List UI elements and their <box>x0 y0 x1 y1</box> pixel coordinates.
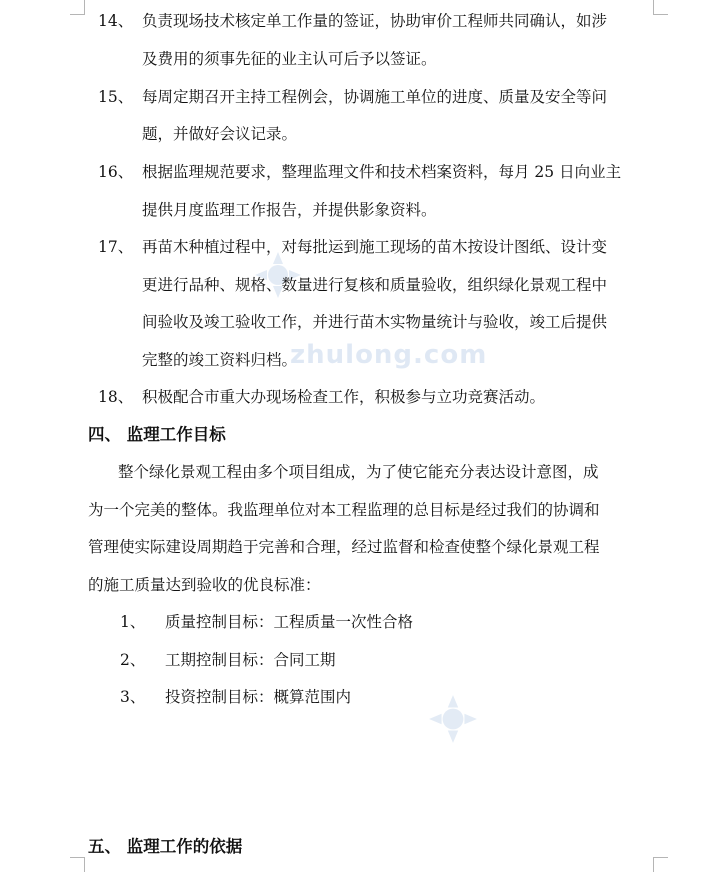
section-heading: 五、 监理工作的依据 <box>88 837 243 856</box>
section-heading: 四、 监理工作目标 <box>88 425 226 444</box>
goal-text: 工期控制目标：合同工期 <box>165 651 336 669</box>
paragraph-line: 为一个完美的整体。我监理单位对本工程监理的总目标是经过我们的协调和 <box>88 501 600 519</box>
item-text-line: 及费用的须事先征的业主认可后予以签证。 <box>142 50 437 68</box>
watermark-logo-icon <box>427 693 479 749</box>
paragraph-line: 整个绿化景观工程由多个项目组成，为了使它能充分表达设计意图，成 <box>118 463 599 481</box>
goal-number: 3、 <box>120 688 146 706</box>
item-text-line: 每周定期召开主持工程例会，协调施工单位的进度、质量及安全等问 <box>142 88 608 106</box>
item-number: 17、 <box>98 238 134 256</box>
item-number: 16、 <box>98 163 134 181</box>
page-corner-mark <box>70 857 85 872</box>
page-corner-mark <box>653 0 668 15</box>
page-corner-mark <box>70 0 85 15</box>
item-text-line: 题，并做好会议记录。 <box>142 125 298 143</box>
watermark-text: zhulong.com <box>290 340 488 370</box>
goal-text: 投资控制目标：概算范围内 <box>165 688 352 706</box>
item-text-line: 积极配合市重大办现场检查工作，积极参与立功竞赛活动。 <box>142 388 546 406</box>
goal-number: 1、 <box>120 613 146 631</box>
item-text-line: 再苗木种植过程中，对每批运到施工现场的苗木按设计图纸、设计变 <box>142 238 608 256</box>
item-text-line: 更进行品种、规格、数量进行复核和质量验收，组织绿化景观工程中 <box>142 276 608 294</box>
item-text-line: 根据监理规范要求，整理监理文件和技术档案资料，每月 25 日向业主 <box>142 163 622 181</box>
goal-text: 质量控制目标：工程质量一次性合格 <box>165 613 414 631</box>
goal-number: 2、 <box>120 651 146 669</box>
page-corner-mark <box>653 857 668 872</box>
item-number: 15、 <box>98 88 134 106</box>
paragraph-line: 管理使实际建设周期趋于完善和合理，经过监督和检查使整个绿化景观工程 <box>88 538 600 556</box>
paragraph-line: 的施工质量达到验收的优良标准： <box>88 576 321 594</box>
item-text-line: 间验收及竣工验收工作，并进行苗木实物量统计与验收，竣工后提供 <box>142 313 608 331</box>
item-number: 18、 <box>98 388 134 406</box>
item-text-line: 负责现场技术核定单工作量的签证，协助审价工程师共同确认，如涉 <box>142 12 608 30</box>
item-text-line: 提供月度监理工作报告，并提供影象资料。 <box>142 201 437 219</box>
item-text-line: 完整的竣工资料归档。 <box>142 351 298 369</box>
item-number: 14、 <box>98 12 134 30</box>
